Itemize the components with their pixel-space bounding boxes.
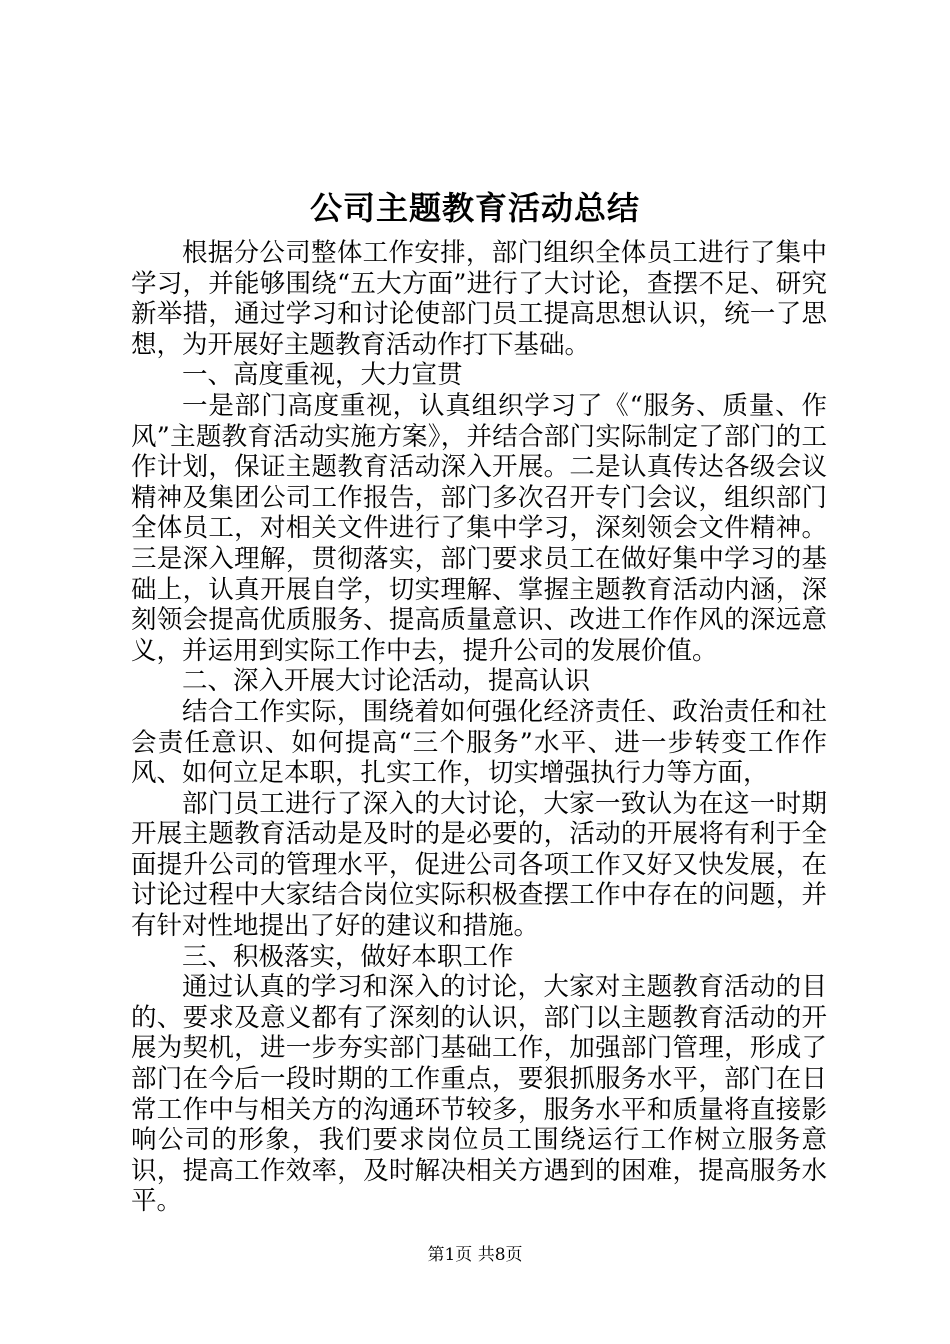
paragraph-section-3: 通过认真的学习和深入的讨论，大家对主题教育活动的目的、要求及意义都有了深刻的认识，部门以主题教育活动的开展为契机，进一步夯实部门基础工作，加强部门管理，形成了部门在今后一段时期的工作重点，要狠抓服务水平，部门在日常工作中与相关方的沟通环节较多，服务水平和质量将直接影响公司的形象，我们要求岗位员工围绕运行工作树立服务意识，提高工作效率，及时解决相关方遇到的困难，提高服务水平。 <box>131 972 827 1217</box>
paragraph-intro: 根据分公司整体工作安排，部门组织全体员工进行了集中学习，并能够围绕“五大方面”进行了大讨论，查摆不足、研究新举措，通过学习和讨论使部门员工提高思想认识，统一了思想，为开展好主题教育活动作打下基础。 <box>131 238 827 360</box>
paragraph-section-2a: 结合工作实际，围绕着如何强化经济责任、政治责任和社会责任意识、如何提高“三个服务”水平、进一步转变工作作风、如何立足本职，扎实工作，切实增强执行力等方面， <box>131 696 827 789</box>
section-heading-2: 二、深入开展大讨论活动，提高认识 <box>182 666 591 697</box>
paragraph-section-1: 一是部门高度重视，认真组织学习了《“服务、质量、作风”主题教育活动实施方案》，并结合部门实际制定了部门的工作计划，保证主题教育活动深入开展。二是认真传达各级会议精神及集团公司工作报告，部门多次召开专门会议，组织部门全体员工，对相关文件进行了集中学习，深刻领会文件精神。三是深入理解，贯彻落实，部门要求员工在做好集中学习的基础上，认真开展自学，切实理解、掌握主题教育活动内涵，深刻领会提高优质服务、提高质量意识、改进工作作风的深远意义，并运用到实际工作中去，提升公司的发展价值。 <box>131 390 827 666</box>
section-heading-3: 三、积极落实，做好本职工作 <box>182 941 514 972</box>
page-indicator: 第1页 共8页 <box>427 1245 523 1265</box>
document-body <box>131 238 827 1217</box>
document-title: 公司主题教育活动总结 <box>309 189 640 227</box>
section-heading-1: 一、高度重视，大力宣贯 <box>182 360 463 391</box>
paragraph-section-2b: 部门员工进行了深入的大讨论，大家一致认为在这一时期开展主题教育活动是及时的是必要的，活动的开展将有利于全面提升公司的管理水平，促进公司各项工作又好又快发展，在讨论过程中大家结合岗位实际积极查摆工作中存在的问题，并有针对性地提出了好的建议和措施。 <box>131 788 827 942</box>
